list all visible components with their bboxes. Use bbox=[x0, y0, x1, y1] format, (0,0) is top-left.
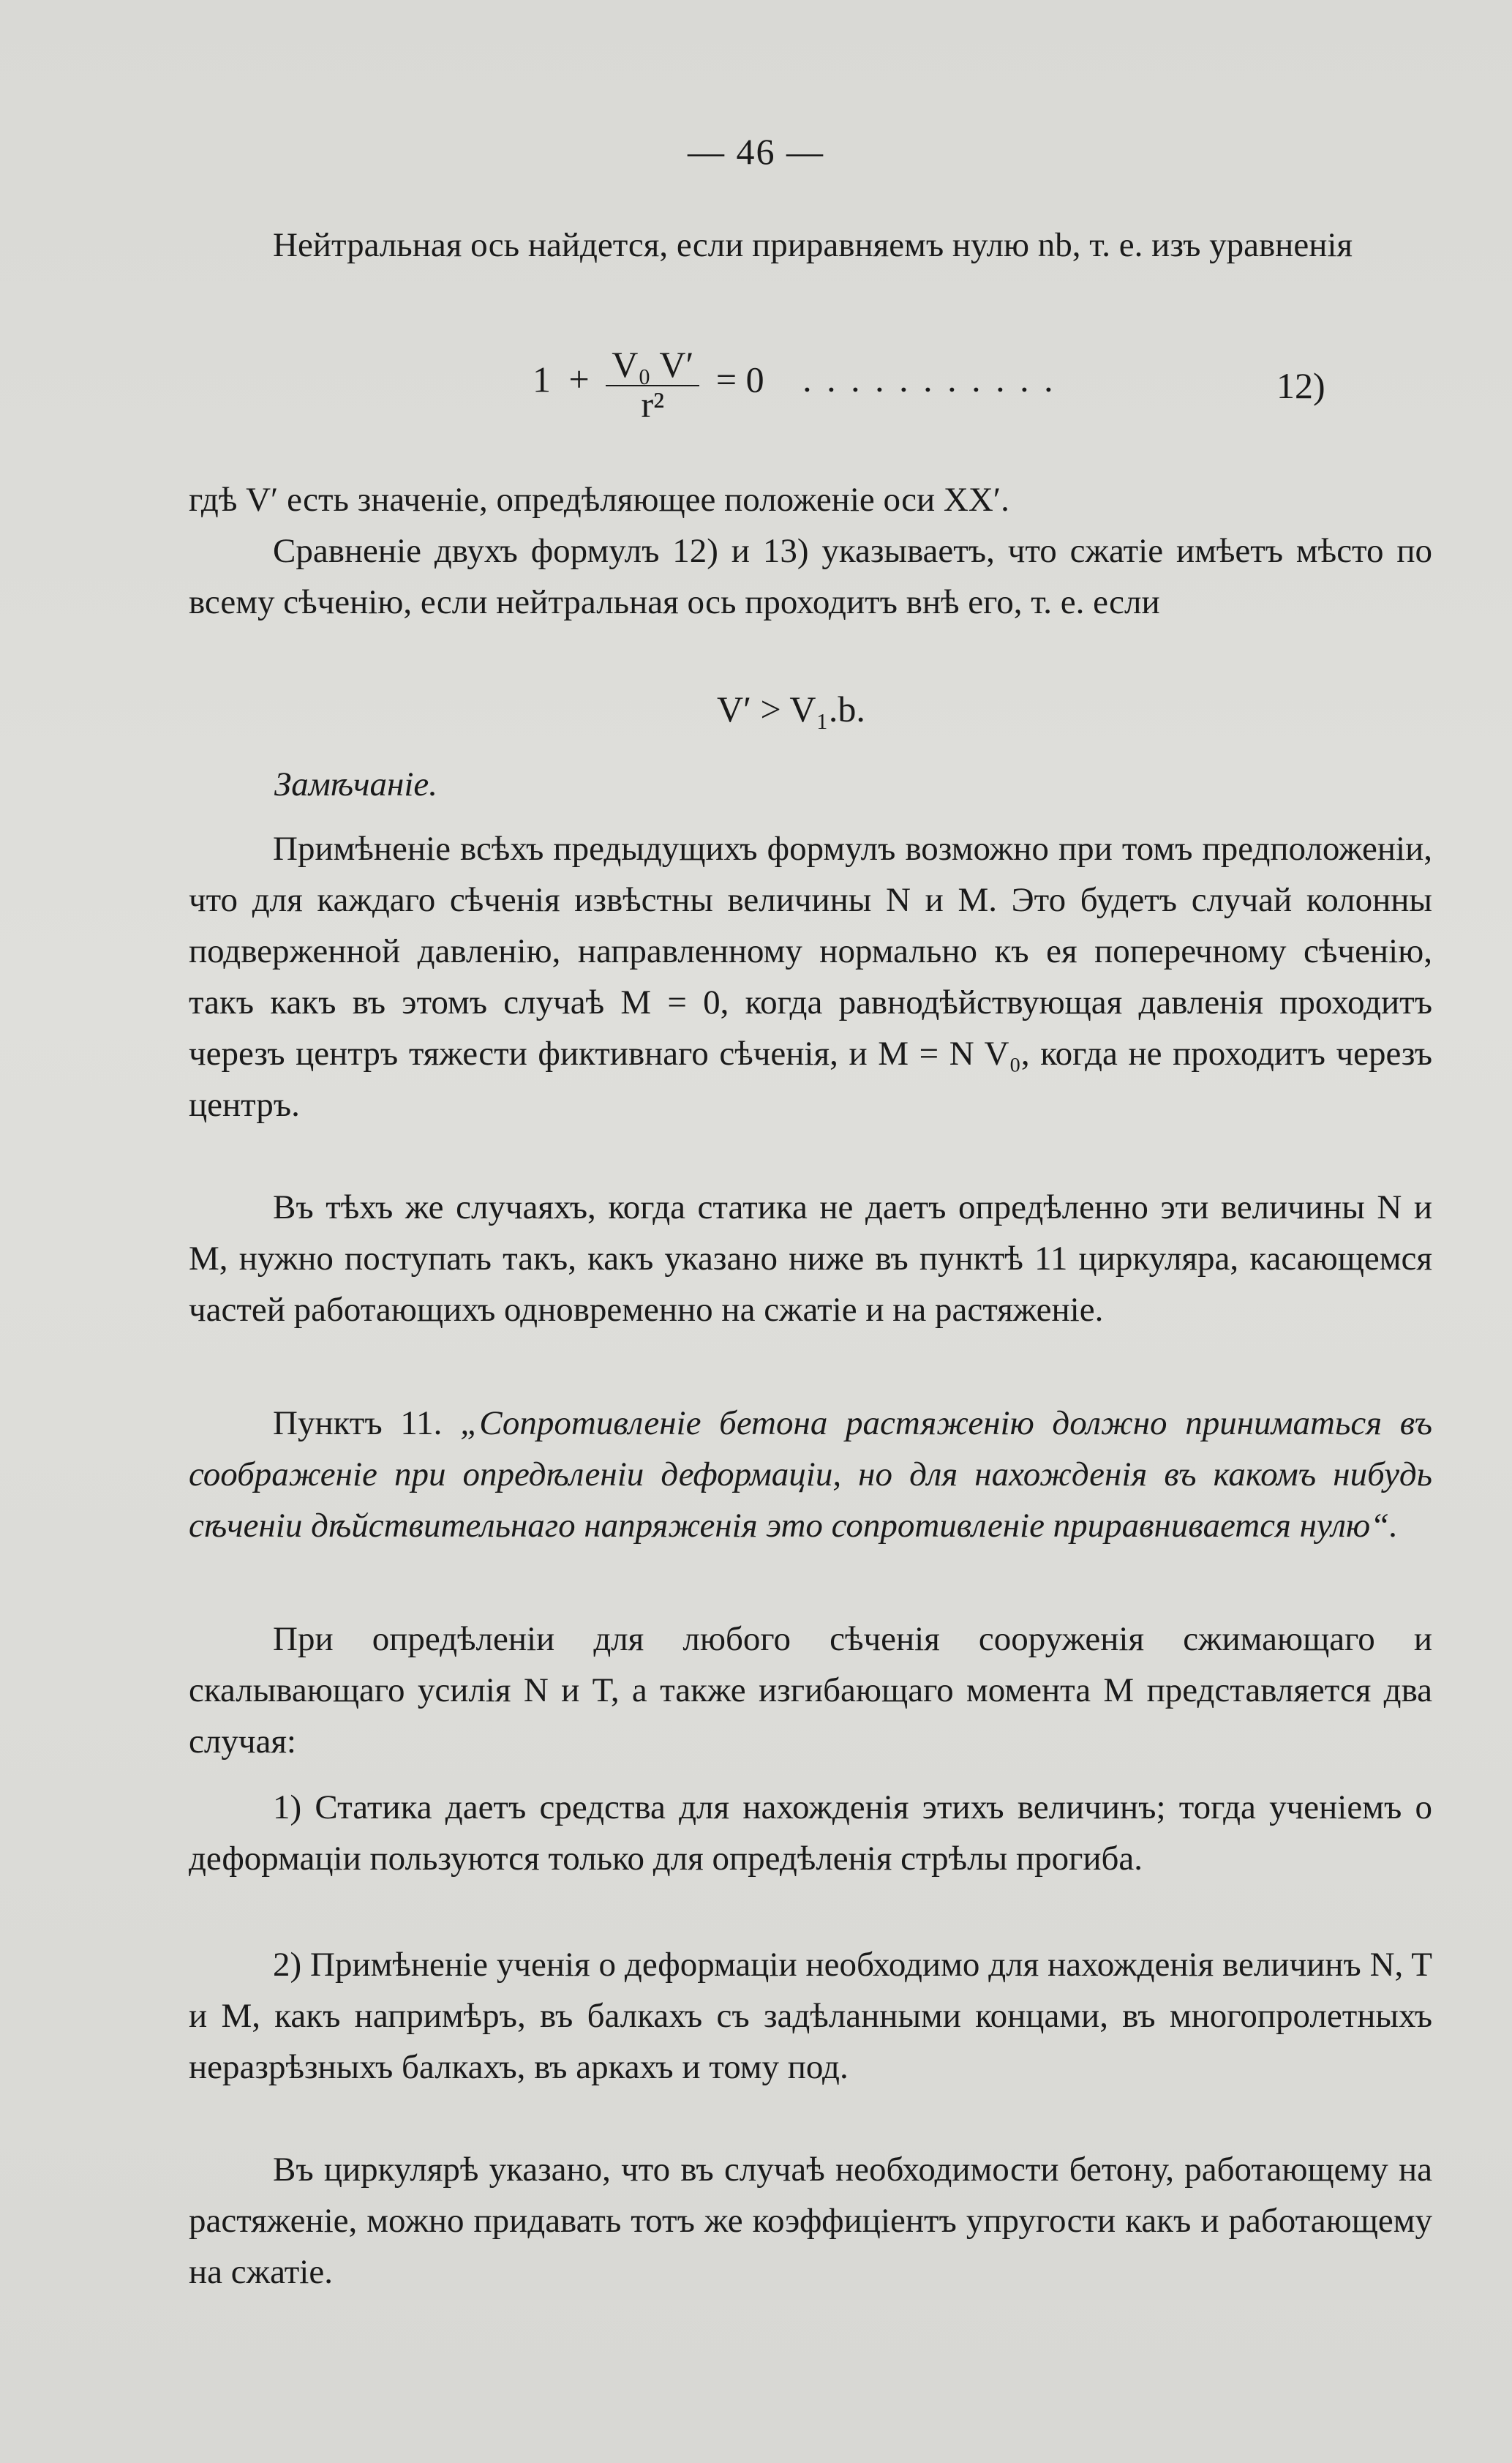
paragraph-clause-11 bbox=[189, 1398, 1432, 1551]
paragraph-text: Нейтральная ось найдется, если приравняемъ нулю nb, т. е. изъ уравненія bbox=[273, 226, 1353, 264]
paragraph-neutral-axis bbox=[189, 220, 1432, 271]
formula-dots: . . . . . . . . . . . bbox=[802, 359, 1056, 400]
formula-label-12: 12) bbox=[1276, 365, 1325, 406]
paragraph-text: Примѣненіе всѣхъ предыдущихъ формулъ возможно при томъ предположеніи, что для каждаго сѣченія извѣстны величины N и M. Это будетъ случай колонны подверженной давленію, направленному нормально къ ея поперечному сѣченію, такъ какъ въ этомъ случаѣ M = 0, когда равнодѣйствующая давленія проходитъ черезъ центръ тяжести фиктивнаго сѣченія, и M = N V₀, когда не проходитъ черезъ центръ. bbox=[189, 830, 1432, 1124]
formula-12 bbox=[533, 344, 1056, 423]
paragraph-two-cases bbox=[189, 1613, 1432, 1767]
formula-numerator: V₀ V′ bbox=[606, 344, 699, 386]
formula-plus: + bbox=[568, 359, 590, 400]
paragraph-text: гдѣ V′ есть значеніе, опредѣляющее положеніе оси XX′. bbox=[189, 481, 1009, 519]
paragraph-case-1 bbox=[189, 1782, 1432, 1884]
paragraph-circular bbox=[189, 2144, 1432, 2298]
paragraph-text: Въ циркулярѣ указано, что въ случаѣ необходимости бетону, работающему на растяженіе, можно придавать тотъ же коэффиціентъ упругости какъ и работающему на сжатіе. bbox=[189, 2151, 1432, 2291]
formula-inequality: V′ > V₁.b. bbox=[717, 689, 865, 730]
formula-denominator: r² bbox=[641, 384, 665, 425]
remark-heading: Замѣчаніе. bbox=[274, 765, 438, 803]
paragraph-text bbox=[189, 1398, 1432, 1551]
page-number: — 46 — bbox=[688, 131, 824, 172]
formula-one: 1 bbox=[533, 359, 551, 400]
paragraph-where bbox=[189, 474, 1432, 525]
paragraph-text: 2) Примѣненіе ученія о деформаціи необходимо для нахожденія величинъ N, T и M, какъ напримѣръ, въ балкахъ съ задѣланными концами, въ многопролетныхъ неразрѣзныхъ балкахъ, въ аркахъ и тому под. bbox=[189, 1946, 1432, 2086]
clause-quote: „Сопротивленіе бетона растяженію должно приниматься въ соображеніе при опредѣленіи деформаціи, но для нахожденія въ какомъ нибудь сѣченіи дѣйствительнаго напряженія это сопротивленіе приравнивается нулю“. bbox=[189, 1404, 1432, 1545]
paragraph-statics bbox=[189, 1182, 1432, 1335]
formula-fraction bbox=[606, 344, 699, 423]
formula-rhs: = 0 bbox=[715, 359, 764, 400]
paragraph-text: 1) Статика даетъ средства для нахожденія этихъ величинъ; тогда ученіемъ о деформаціи пользуются только для опредѣленія стрѣлы прогиба. bbox=[189, 1788, 1432, 1878]
paragraph-text: Сравненіе двухъ формулъ 12) и 13) указываетъ, что сжатіе имѣетъ мѣсто по всему сѣченію, если нейтральная ось проходитъ внѣ его, т. е. если bbox=[189, 532, 1432, 621]
paragraph-text: При опредѣленіи для любого сѣченія сооруженія сжимающаго и скалывающаго усилія N и T, а также изгибающаго момента M представляется два случая: bbox=[189, 1620, 1432, 1761]
clause-lead: Пунктъ 11. bbox=[273, 1404, 443, 1442]
paragraph-case-2 bbox=[189, 1939, 1432, 2093]
paragraph-application bbox=[189, 823, 1432, 1131]
paragraph-text: Въ тѣхъ же случаяхъ, когда статика не даетъ опредѣленно эти величины N и M, нужно поступать такъ, какъ указано ниже въ пунктѣ 11 циркуляра, касающемся частей работающихъ одновременно на сжатіе и на растяженіе. bbox=[189, 1188, 1432, 1329]
paragraph-comparison bbox=[189, 525, 1432, 628]
